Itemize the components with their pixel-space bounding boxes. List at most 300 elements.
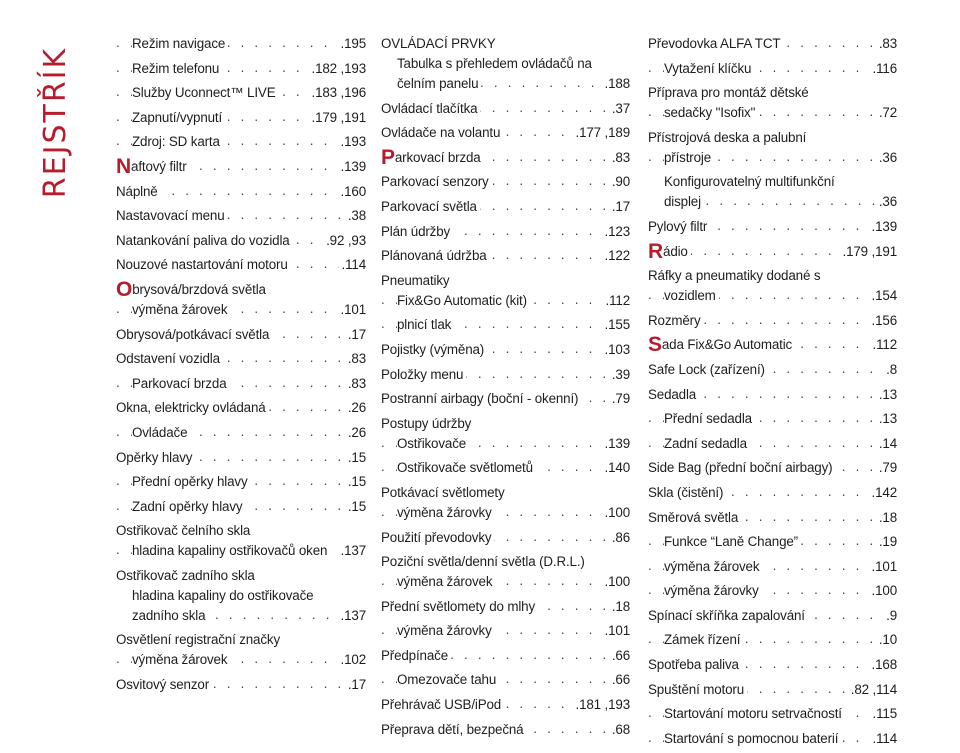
entry-label-text: Ostřikovač čelního skla <box>116 523 251 539</box>
entry-label-text: Nastavovací menu <box>116 208 225 224</box>
page-reference: .83 <box>345 374 366 394</box>
entry-label-line <box>648 148 897 168</box>
page-reference: .112 <box>870 335 897 355</box>
entry-label-text: Plán údržby <box>381 223 451 239</box>
section-title <box>28 24 84 220</box>
entry-label-line <box>648 286 897 306</box>
entry-label-text: Opěrky hlavy <box>116 449 193 465</box>
entry-label-text: Spuštění motoru <box>648 681 745 697</box>
index-entry[interactable] <box>648 385 897 405</box>
entry-label: displej <box>664 194 704 209</box>
entry-label-text: výměna žárovek <box>397 574 493 590</box>
entry-label <box>381 416 474 431</box>
page-reference: .137 <box>338 541 366 561</box>
entry-label <box>132 61 222 76</box>
entry-label <box>397 623 495 638</box>
entry-label <box>116 523 253 538</box>
page-reference: .13 <box>876 409 897 429</box>
entry-label <box>397 505 495 520</box>
page-reference: .82 ,114 <box>848 680 897 700</box>
page-reference: .18 <box>876 508 897 528</box>
index-entry[interactable] <box>116 231 366 251</box>
page-reference: .139 <box>602 434 630 454</box>
page-reference: .188 <box>602 74 630 94</box>
page-reference: .101 <box>869 557 897 577</box>
entry-label <box>381 342 487 357</box>
index-entry[interactable] <box>381 389 630 409</box>
entry-label-text: Pojistky (výměna) <box>381 341 485 357</box>
index-entry[interactable] <box>116 206 366 226</box>
index-entry[interactable] <box>648 508 897 528</box>
index-entry[interactable] <box>381 148 630 168</box>
index-entry[interactable] <box>648 242 897 262</box>
entry-label <box>397 436 469 451</box>
index-entry[interactable] <box>381 572 630 592</box>
entry-label <box>116 568 258 583</box>
entry-label-text: Natankování paliva do vozidla <box>116 232 290 248</box>
entry-label-text: Rozměry <box>648 312 701 328</box>
entry-label-text: Okna, elektricky ovládaná <box>116 400 266 416</box>
entry-label-text: aftový filtr <box>131 158 187 174</box>
page-reference: .122 <box>602 246 630 266</box>
entry-label <box>116 279 269 300</box>
entry-label <box>116 351 223 366</box>
entry-label <box>397 293 530 308</box>
entry-label-text: Zadní opěrky hlavy <box>132 498 243 514</box>
index-entry[interactable] <box>648 172 897 212</box>
entry-label-text: Startování motoru setrvačností <box>664 706 842 722</box>
index-entry[interactable] <box>648 606 897 626</box>
entry-label-text: ada Fix&Go Automatic <box>661 337 793 353</box>
index-entry[interactable] <box>381 271 630 291</box>
entry-label <box>381 722 526 737</box>
entry-label-text: Předpínače <box>381 647 448 663</box>
entry-label <box>116 677 212 692</box>
page-reference: .139 <box>338 157 366 177</box>
entry-label-text: Směrová světla <box>648 509 739 525</box>
entry-label <box>116 184 161 199</box>
index-entry[interactable] <box>648 83 897 123</box>
page-reference: .181 ,193 <box>573 695 631 715</box>
index-entry[interactable] <box>116 83 366 103</box>
index-entry[interactable] <box>648 266 897 306</box>
entry-label-text: Zapnutí/vypnutí <box>132 109 223 125</box>
entry-label-text: OVLÁDACÍ PRVKY <box>381 36 496 51</box>
entry-label <box>664 559 762 574</box>
index-entry[interactable] <box>116 398 366 418</box>
entry-label <box>648 485 726 500</box>
page-reference: .182 ,193 <box>309 59 367 79</box>
entry-label-text: Vytažení klíčku <box>664 60 752 76</box>
page-reference: .83 <box>876 34 897 54</box>
entry-label-text: Poziční světla/denní světla (D.R.L.) <box>381 554 585 570</box>
index-entry[interactable] <box>116 325 366 345</box>
entry-label-line: hladina kapaliny do ostřikovače <box>132 587 314 603</box>
index-entry[interactable] <box>116 34 366 54</box>
entry-label <box>132 134 223 149</box>
entry-label <box>664 583 762 598</box>
index-entry[interactable] <box>116 255 366 275</box>
entry-label-text: Startování s pomocnou baterií <box>664 730 839 746</box>
entry-label-line: Konfigurovatelný multifunkční <box>664 174 835 190</box>
entry-label <box>381 648 451 663</box>
page-reference: .103 <box>602 340 630 360</box>
index-entry[interactable] <box>381 621 630 641</box>
entry-label <box>132 474 251 489</box>
page-reference: .36 <box>876 148 897 168</box>
page-reference: .156 <box>869 311 897 331</box>
entry-label <box>648 241 691 262</box>
index-entry[interactable] <box>116 521 366 541</box>
entry-label-text: Použití převodovky <box>381 529 492 545</box>
entry-label: vozidlem <box>664 288 719 303</box>
entry-label-text: Skla (čistění) <box>648 484 724 500</box>
entry-label <box>648 219 710 234</box>
entry-label <box>132 36 228 51</box>
entry-label <box>648 387 699 402</box>
entry-label <box>132 425 190 440</box>
entry-label-text: Ostřikovač zadního skla <box>116 567 255 583</box>
entry-label <box>648 362 768 377</box>
entry-label-text: Spotřeba paliva <box>648 657 739 673</box>
index-entry[interactable] <box>648 532 897 552</box>
section-title-text: REJSTŘÍK <box>38 46 74 198</box>
entry-label <box>397 672 499 687</box>
entry-label <box>381 697 504 712</box>
section-initial: N <box>116 156 132 177</box>
index-entry[interactable] <box>381 670 630 690</box>
index-entry[interactable] <box>381 34 630 54</box>
entry-label-text: Služby Uconnect™ LIVE <box>132 85 276 101</box>
index-entry[interactable] <box>116 423 366 443</box>
entry-label-text: Přehrávač USB/iPod <box>381 697 502 713</box>
index-entry[interactable] <box>116 630 366 650</box>
entry-label-text: Fix&Go Automatic (kit) <box>397 292 527 308</box>
index-entry[interactable] <box>116 448 366 468</box>
index-entry[interactable] <box>648 630 897 650</box>
entry-label-text: Osvětlení registrační značky <box>116 632 280 648</box>
page-reference: .8 <box>883 360 897 380</box>
index-entry[interactable] <box>116 59 366 79</box>
entry-label-text: Převodovka ALFA TCT <box>648 36 781 51</box>
entry-label <box>648 313 704 328</box>
index-entry[interactable] <box>116 300 366 320</box>
page-reference: .26 <box>345 423 366 443</box>
entry-label <box>664 632 743 647</box>
entry-label: čelním panelu <box>397 76 481 91</box>
entry-label-text: Obrysová/potkávací světla <box>116 326 270 342</box>
entry-label <box>381 391 581 406</box>
index-entry[interactable] <box>381 458 630 478</box>
index-entry[interactable] <box>381 434 630 454</box>
page-reference: .17 <box>345 675 366 695</box>
entry-label <box>648 460 835 475</box>
index-entry[interactable] <box>381 99 630 119</box>
index-entry[interactable] <box>381 222 630 242</box>
index-entry[interactable] <box>116 566 366 586</box>
entry-label-text: Přední sedadla <box>664 411 752 427</box>
index-entry[interactable] <box>648 729 897 749</box>
page-reference: .83 <box>345 349 366 369</box>
entry-label-text: Safe Lock (zařízení) <box>648 361 765 377</box>
page-reference: .92 ,93 <box>323 231 366 251</box>
entry-label-text: Ostřikovače <box>397 435 467 451</box>
index-entry[interactable] <box>648 434 897 454</box>
index-entry[interactable] <box>381 172 630 192</box>
entry-label-text: Ostřikovače světlometů <box>397 460 533 476</box>
entry-label-text: Plánovaná údržba <box>381 248 487 264</box>
page-reference: .83 <box>609 148 630 168</box>
section-initial: P <box>381 147 395 168</box>
index-entry[interactable] <box>381 340 630 360</box>
page-reference: .36 <box>876 192 897 212</box>
entry-label: zadního skla <box>132 608 208 623</box>
entry-label <box>397 460 536 475</box>
entry-label-text: ádio <box>663 243 688 259</box>
page-reference: .139 <box>869 217 897 237</box>
page-reference: .18 <box>609 597 630 617</box>
page-reference: .114 <box>339 255 366 275</box>
page-reference: .168 <box>869 655 897 675</box>
page-reference: .15 <box>345 497 366 517</box>
entry-label <box>648 36 783 51</box>
index-entry[interactable] <box>381 365 630 385</box>
index-entry[interactable] <box>648 581 897 601</box>
entry-label <box>648 335 795 356</box>
entry-label: sedačky "Isofix" <box>664 105 758 120</box>
page-reference: .68 <box>609 720 630 740</box>
entry-label <box>381 125 503 140</box>
index-entry[interactable] <box>381 483 630 503</box>
entry-label <box>648 682 747 697</box>
section-initial: O <box>116 279 133 300</box>
index-entry[interactable] <box>381 54 630 94</box>
entry-label <box>132 652 230 667</box>
index-entry[interactable] <box>648 360 897 380</box>
entry-label <box>381 367 466 382</box>
entry-label <box>664 411 755 426</box>
page-reference: .17 <box>609 197 630 217</box>
entry-label <box>116 233 293 248</box>
page-reference: .15 <box>345 472 366 492</box>
index-entry[interactable] <box>648 217 897 237</box>
entry-label-text: Zámek řízení <box>664 632 741 648</box>
page-reference: .9 <box>883 606 897 626</box>
index-entry[interactable] <box>116 349 366 369</box>
entry-label <box>381 248 490 263</box>
index-entry[interactable] <box>116 497 366 517</box>
index-entry[interactable] <box>648 557 897 577</box>
entry-label-text: Potkávací světlomety <box>381 484 505 500</box>
page-reference: .137 <box>338 606 366 626</box>
entry-label <box>116 156 190 177</box>
index-entry[interactable] <box>381 414 630 434</box>
index-entry[interactable] <box>381 552 630 572</box>
page-reference: .17 <box>345 325 366 345</box>
entry-label <box>132 110 225 125</box>
index-entry[interactable] <box>116 132 366 152</box>
index-entry[interactable] <box>116 472 366 492</box>
page-reference: .66 <box>609 670 630 690</box>
index-entry[interactable] <box>116 108 366 128</box>
entry-label-text: výměna žárovky <box>397 504 492 520</box>
page-reference: .37 <box>609 99 630 119</box>
index-entry[interactable] <box>648 680 897 700</box>
entry-label-text: Zdroj: SD karta <box>132 134 220 150</box>
index-entry[interactable] <box>648 128 897 168</box>
entry-label-line <box>648 103 897 123</box>
index-column-3 <box>648 34 897 753</box>
page-reference: .155 <box>602 315 630 335</box>
index-entry[interactable] <box>381 695 630 715</box>
page-reference: .39 <box>609 365 630 385</box>
entry-label-text: Omezovače tahu <box>397 672 497 688</box>
entry-label <box>381 36 499 51</box>
page-reference: .79 <box>876 458 897 478</box>
entry-label <box>116 208 228 223</box>
page-reference: .115 <box>870 704 897 724</box>
page-reference: .140 <box>602 458 630 478</box>
index-entry[interactable] <box>381 646 630 666</box>
entry-label <box>664 436 750 451</box>
index-entry[interactable] <box>381 123 630 143</box>
page-reference: .142 <box>869 483 897 503</box>
entry-label <box>381 199 480 214</box>
entry-label-text: brysová/brzdová světla <box>132 281 266 297</box>
index-entry[interactable] <box>648 458 897 478</box>
entry-label-line <box>664 192 897 212</box>
entry-label <box>381 599 538 614</box>
entry-label-line: Příprava pro montáž dětské <box>648 85 809 101</box>
index-entry[interactable] <box>381 246 630 266</box>
entry-label <box>648 657 742 672</box>
entry-label <box>116 450 195 465</box>
page-reference: .38 <box>345 206 366 226</box>
index-entry[interactable] <box>116 650 366 670</box>
entry-label-text: Ovládací tlačítka <box>381 100 478 116</box>
entry-label <box>381 101 480 116</box>
entry-label <box>132 376 230 391</box>
entry-label-text: Přeprava dětí, bezpečná <box>381 721 524 737</box>
entry-label-text: Nouzové nastartování motoru <box>116 257 288 273</box>
index-entry[interactable] <box>648 311 897 331</box>
page-reference: .123 <box>602 222 630 242</box>
page-reference: .179 ,191 <box>840 242 898 262</box>
index-entry[interactable] <box>116 182 366 202</box>
index-entry[interactable] <box>381 503 630 523</box>
page-reference: .19 <box>876 532 897 552</box>
entry-label-text: výměna žárovek <box>132 652 228 668</box>
page-reference: .10 <box>876 630 897 650</box>
section-initial: S <box>648 335 662 356</box>
entry-label <box>381 273 452 288</box>
page-reference: .90 <box>609 172 630 192</box>
entry-label <box>664 61 754 76</box>
page-reference: .100 <box>602 503 630 523</box>
entry-label <box>116 327 272 342</box>
index-entry[interactable] <box>648 704 897 724</box>
index-entry[interactable] <box>381 597 630 617</box>
index-entry[interactable] <box>648 483 897 503</box>
entry-label-text: Ovládače na volantu <box>381 125 501 141</box>
index-entry[interactable] <box>381 291 630 311</box>
index-entry[interactable] <box>648 655 897 675</box>
entry-label-text: Režim telefonu <box>132 60 220 76</box>
entry-label <box>116 632 283 647</box>
entry-label-text: Přední opěrky hlavy <box>132 474 248 490</box>
page-reference: .193 <box>338 132 366 152</box>
index-entry[interactable] <box>381 197 630 217</box>
index-entry[interactable] <box>116 280 366 300</box>
entry-label <box>381 147 484 168</box>
index-entry[interactable] <box>116 157 366 177</box>
entry-label <box>648 608 808 623</box>
index-entry[interactable] <box>381 528 630 548</box>
page-reference: .154 <box>869 286 897 306</box>
entry-label-text: Parkovací senzory <box>381 174 489 190</box>
index-entry[interactable] <box>116 586 366 626</box>
page-reference: .66 <box>609 646 630 666</box>
page-reference: .195 <box>338 34 366 54</box>
index-column-2 <box>381 34 630 744</box>
entry-label-text: Položky menu <box>381 366 464 382</box>
index-entry[interactable] <box>648 59 897 79</box>
entry-label-line: Ráfky a pneumatiky dodané s <box>648 268 821 284</box>
index-entry[interactable] <box>116 675 366 695</box>
page-reference: .26 <box>345 398 366 418</box>
entry-label <box>664 731 841 746</box>
index-entry[interactable] <box>116 374 366 394</box>
index-entry[interactable] <box>116 541 366 561</box>
entry-label-line: Tabulka s přehledem ovládačů na <box>397 56 592 71</box>
index-entry[interactable] <box>381 315 630 335</box>
entry-label-text: Parkovací světla <box>381 198 477 214</box>
entry-label-text: Sedadla <box>648 386 697 402</box>
section-initial: R <box>648 241 664 262</box>
entry-label-text: Funkce “Laně Change” <box>664 534 798 550</box>
page-reference: .101 <box>338 300 366 320</box>
page-reference: .112 <box>603 291 630 311</box>
entry-label-text: Parkovací brzda <box>132 375 227 391</box>
page-reference: .116 <box>870 59 897 79</box>
entry-label <box>116 400 269 415</box>
entry-label-text: plnicí tlak <box>397 317 452 333</box>
entry-label-text: Spínací skříňka zapalování <box>648 607 805 623</box>
entry-label-text: Zadní sedadla <box>664 435 747 451</box>
entry-label-text: Postranní airbagy (boční - okenní) <box>381 391 579 407</box>
entry-label <box>116 257 291 272</box>
entry-label-text: arkovací brzda <box>394 149 481 165</box>
index-entry[interactable] <box>648 335 897 355</box>
entry-label <box>381 530 494 545</box>
index-entry[interactable] <box>381 720 630 740</box>
page-reference: .102 <box>338 650 366 670</box>
entry-label-text: Přední světlomety do mlhy <box>381 598 536 614</box>
entry-label-text: Náplně <box>116 183 158 199</box>
page-reference: .72 <box>876 103 897 123</box>
page-reference: .183 ,196 <box>309 83 367 103</box>
index-entry[interactable] <box>648 34 897 54</box>
index-entry[interactable] <box>648 409 897 429</box>
page-reference: .114 <box>870 729 897 749</box>
entry-label <box>381 174 492 189</box>
page-reference: .14 <box>876 434 897 454</box>
page-reference: .15 <box>345 448 366 468</box>
entry-label <box>381 485 508 500</box>
entry-label <box>397 317 454 332</box>
entry-label <box>397 574 495 589</box>
entry-label <box>664 534 801 549</box>
